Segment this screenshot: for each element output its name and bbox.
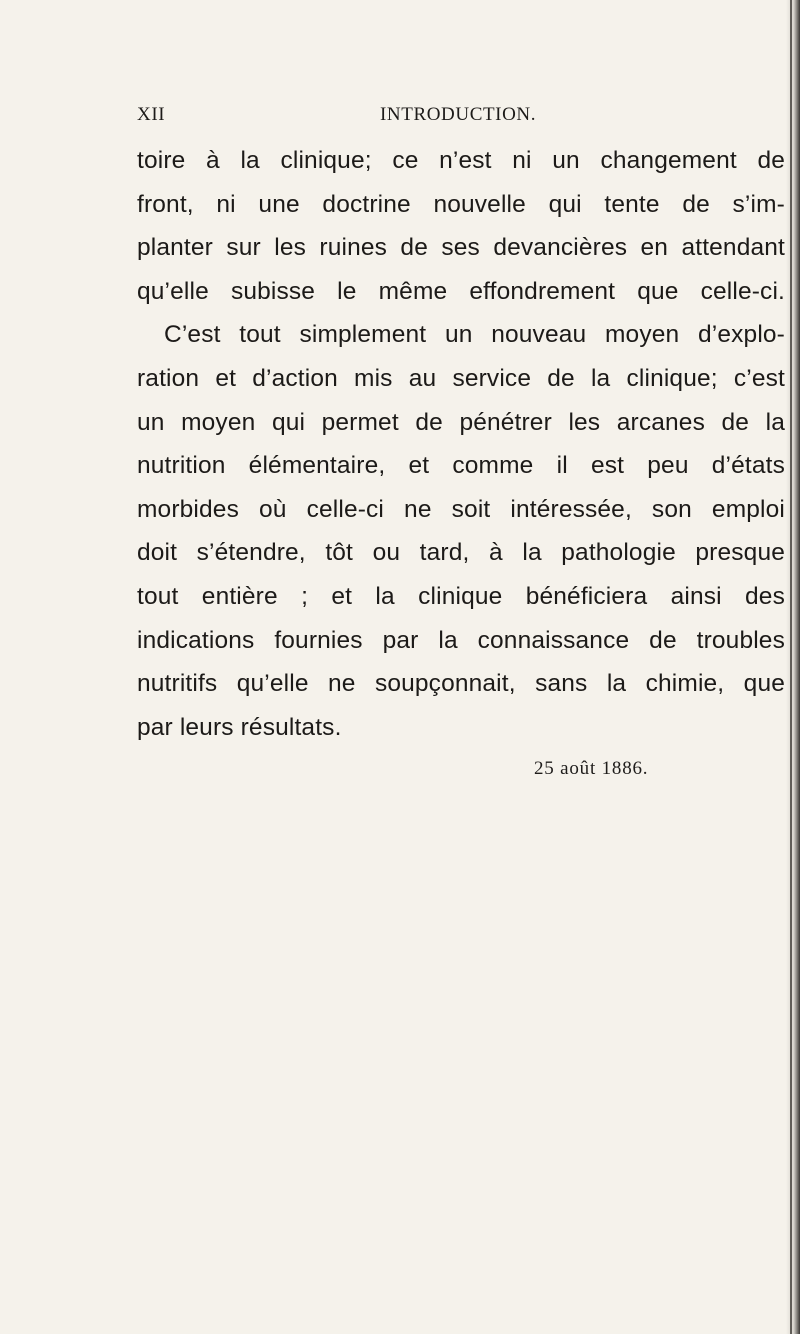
text-line: planter sur les ruines de ses devancières en attendant [137, 234, 785, 262]
body-text [137, 139, 785, 749]
running-header [137, 104, 783, 134]
text-line: toire à la clinique; ce n’est ni un changement de [137, 147, 785, 174]
text-line-last: par leurs résultats. [137, 713, 342, 741]
text-line: un moyen qui permet de pénétrer les arcanes de la [137, 408, 785, 436]
running-title: INTRODUCTION. [380, 104, 537, 125]
page-edge-shadow [786, 0, 800, 1334]
text-line: C’est tout simplement un nouveau moyen d’explo- [164, 321, 785, 349]
text-line: front, ni une doctrine nouvelle qui tente de s’im- [137, 190, 785, 218]
text-line: ration et d’action mis au service de la clinique; c’est [137, 364, 785, 392]
page-edge-line [790, 0, 792, 1334]
text-line: nutrition élémentaire, et comme il est peu d’états [137, 452, 785, 480]
text-line: morbides où celle-ci ne soit intéressée, son emploi [137, 495, 785, 523]
text-line: qu’elle subisse le même effondrement que celle-ci. [137, 277, 785, 305]
text-line: tout entière ; et la clinique bénéficiera ainsi des [137, 582, 785, 610]
text-line: doit s’étendre, tôt ou tard, à la pathologie presque [137, 539, 785, 567]
signature-date: 25 août 1886. [534, 758, 649, 779]
page-number: XII [137, 104, 166, 125]
text-line: nutritifs qu’elle ne soupçonnait, sans la chimie, que [137, 670, 785, 698]
text-line: indications fournies par la connaissance de troubles [137, 626, 785, 654]
